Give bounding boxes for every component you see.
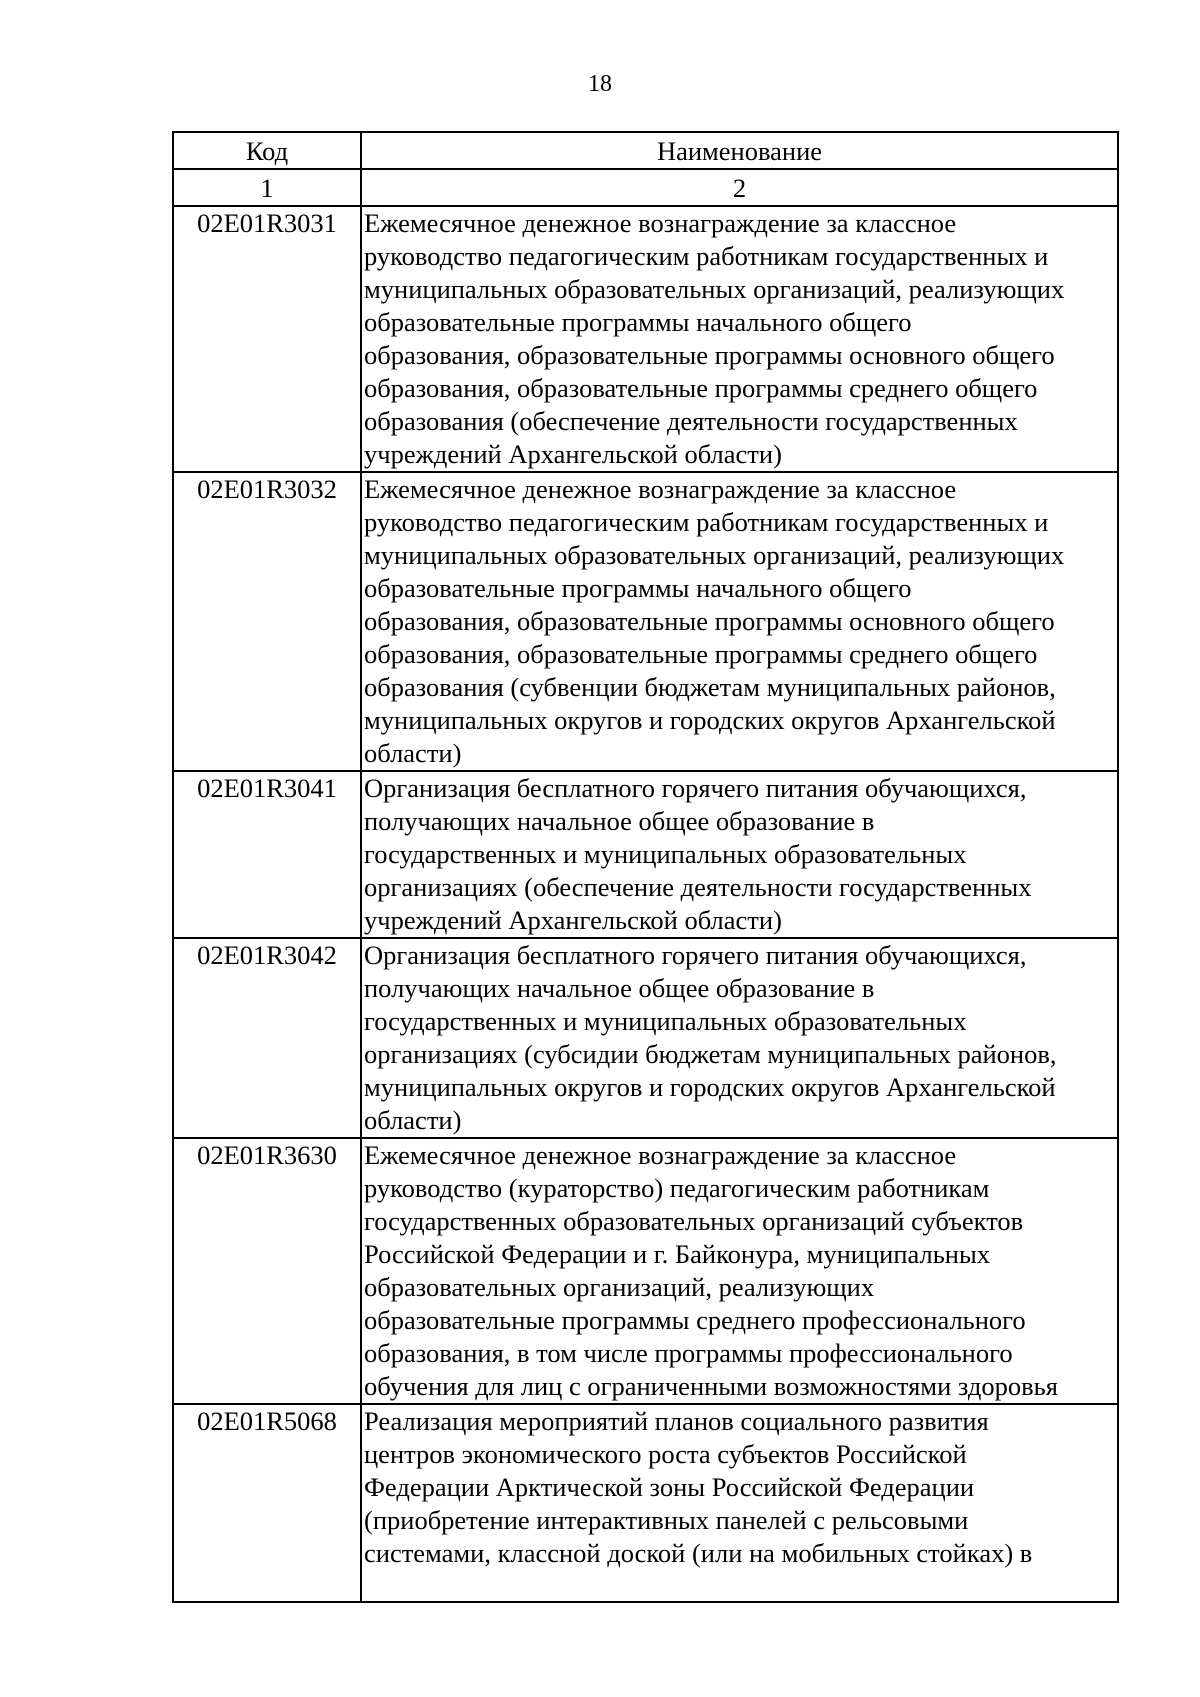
row-name bbox=[361, 1404, 1118, 1602]
row-name-line: Ежемесячное денежное вознаграждение за классное bbox=[364, 474, 957, 504]
row-name-line: Организация бесплатного горячего питания обучающихся, bbox=[364, 773, 1027, 803]
table-row bbox=[173, 938, 1118, 1138]
header-code: Код bbox=[173, 132, 361, 169]
row-name-line: Организация бесплатного горячего питания обучающихся, bbox=[364, 940, 1027, 970]
row-name-line: области) bbox=[364, 738, 462, 768]
table-row bbox=[173, 472, 1118, 771]
row-name-line: муниципальных округов и городских округов Архангельской bbox=[364, 1072, 1056, 1102]
row-name-line: Ежемесячное денежное вознаграждение за классное bbox=[364, 1140, 957, 1170]
row-name-line: образования, образовательные программы основного общего bbox=[364, 340, 1055, 370]
row-name-line: Реализация мероприятий планов социального развития bbox=[364, 1406, 989, 1436]
row-name-line: Федерации Арктической зоны Российской Федерации bbox=[364, 1472, 975, 1502]
row-name-line: образовательные программы начального общего bbox=[364, 573, 912, 603]
row-name-line: руководство педагогическим работникам государственных и bbox=[364, 241, 1049, 271]
row-name-line: государственных и муниципальных образовательных bbox=[364, 1006, 967, 1036]
row-name-line: образования, образовательные программы основного общего bbox=[364, 606, 1055, 636]
row-name-line: образования (обеспечение деятельности государственных bbox=[364, 406, 1018, 436]
header-number-row bbox=[173, 169, 1118, 206]
row-name-line: муниципальных округов и городских округов Архангельской bbox=[364, 705, 1056, 735]
row-name bbox=[361, 1138, 1118, 1404]
row-code: 02E01R3042 bbox=[173, 938, 361, 1138]
row-name-line: Ежемесячное денежное вознаграждение за классное bbox=[364, 208, 957, 238]
row-name-line: получающих начальное общее образование в bbox=[364, 806, 875, 836]
table-row bbox=[173, 206, 1118, 472]
row-name-line: организациях (обеспечение деятельности государственных bbox=[364, 872, 1032, 902]
row-name-line: получающих начальное общее образование в bbox=[364, 973, 875, 1003]
row-name-line: центров экономического роста субъектов Российской bbox=[364, 1439, 967, 1469]
row-name-line: обучения для лиц с ограниченными возможностями здоровья bbox=[364, 1371, 1058, 1401]
row-code: 02E01R3630 bbox=[173, 1138, 361, 1404]
header-row bbox=[173, 132, 1118, 169]
row-name-line: муниципальных образовательных организаций, реализующих bbox=[364, 540, 1065, 570]
row-name-line: области) bbox=[364, 1105, 462, 1135]
row-name-line: образовательные программы среднего профессионального bbox=[364, 1305, 1026, 1335]
table-row bbox=[173, 771, 1118, 938]
row-code: 02E01R3032 bbox=[173, 472, 361, 771]
row-code: 02E01R3041 bbox=[173, 771, 361, 938]
row-name-line: Российской Федерации и г. Байконура, муниципальных bbox=[364, 1239, 991, 1269]
row-name bbox=[361, 771, 1118, 938]
row-name-line: системами, классной доской (или на мобильных стойках) в bbox=[364, 1538, 1033, 1568]
row-name-line: образования (субвенции бюджетам муниципальных районов, bbox=[364, 672, 1056, 702]
row-name-line: образования, в том числе программы профессионального bbox=[364, 1338, 1013, 1368]
table-row bbox=[173, 1404, 1118, 1602]
row-name-line: учреждений Архангельской области) bbox=[364, 905, 782, 935]
row-name bbox=[361, 938, 1118, 1138]
table-row bbox=[173, 1138, 1118, 1404]
row-name-line: руководство (кураторство) педагогическим работникам bbox=[364, 1173, 990, 1203]
row-name-line: образования, образовательные программы среднего общего bbox=[364, 639, 1038, 669]
budget-code-table bbox=[172, 131, 1119, 1603]
row-name-line: образования, образовательные программы среднего общего bbox=[364, 373, 1038, 403]
header-name: Наименование bbox=[361, 132, 1118, 169]
header-name-number: 2 bbox=[361, 169, 1118, 206]
row-name-line: (приобретение интерактивных панелей с рельсовыми bbox=[364, 1505, 969, 1535]
row-name bbox=[361, 472, 1118, 771]
row-name-line: государственных образовательных организаций субъектов bbox=[364, 1206, 1024, 1236]
page-number: 18 bbox=[588, 71, 612, 97]
row-code: 02E01R5068 bbox=[173, 1404, 361, 1602]
table-body bbox=[173, 206, 1118, 1602]
row-name-line: государственных и муниципальных образовательных bbox=[364, 839, 967, 869]
row-name-line: образовательные программы начального общего bbox=[364, 307, 912, 337]
row-name-line: образовательных организаций, реализующих bbox=[364, 1272, 875, 1302]
header-code-number: 1 bbox=[173, 169, 361, 206]
row-name-line: организациях (субсидии бюджетам муниципальных районов, bbox=[364, 1039, 1057, 1069]
row-name-line: учреждений Архангельской области) bbox=[364, 439, 782, 469]
row-name-line: руководство педагогическим работникам государственных и bbox=[364, 507, 1049, 537]
row-name-line: муниципальных образовательных организаций, реализующих bbox=[364, 274, 1065, 304]
row-code: 02E01R3031 bbox=[173, 206, 361, 472]
row-name bbox=[361, 206, 1118, 472]
